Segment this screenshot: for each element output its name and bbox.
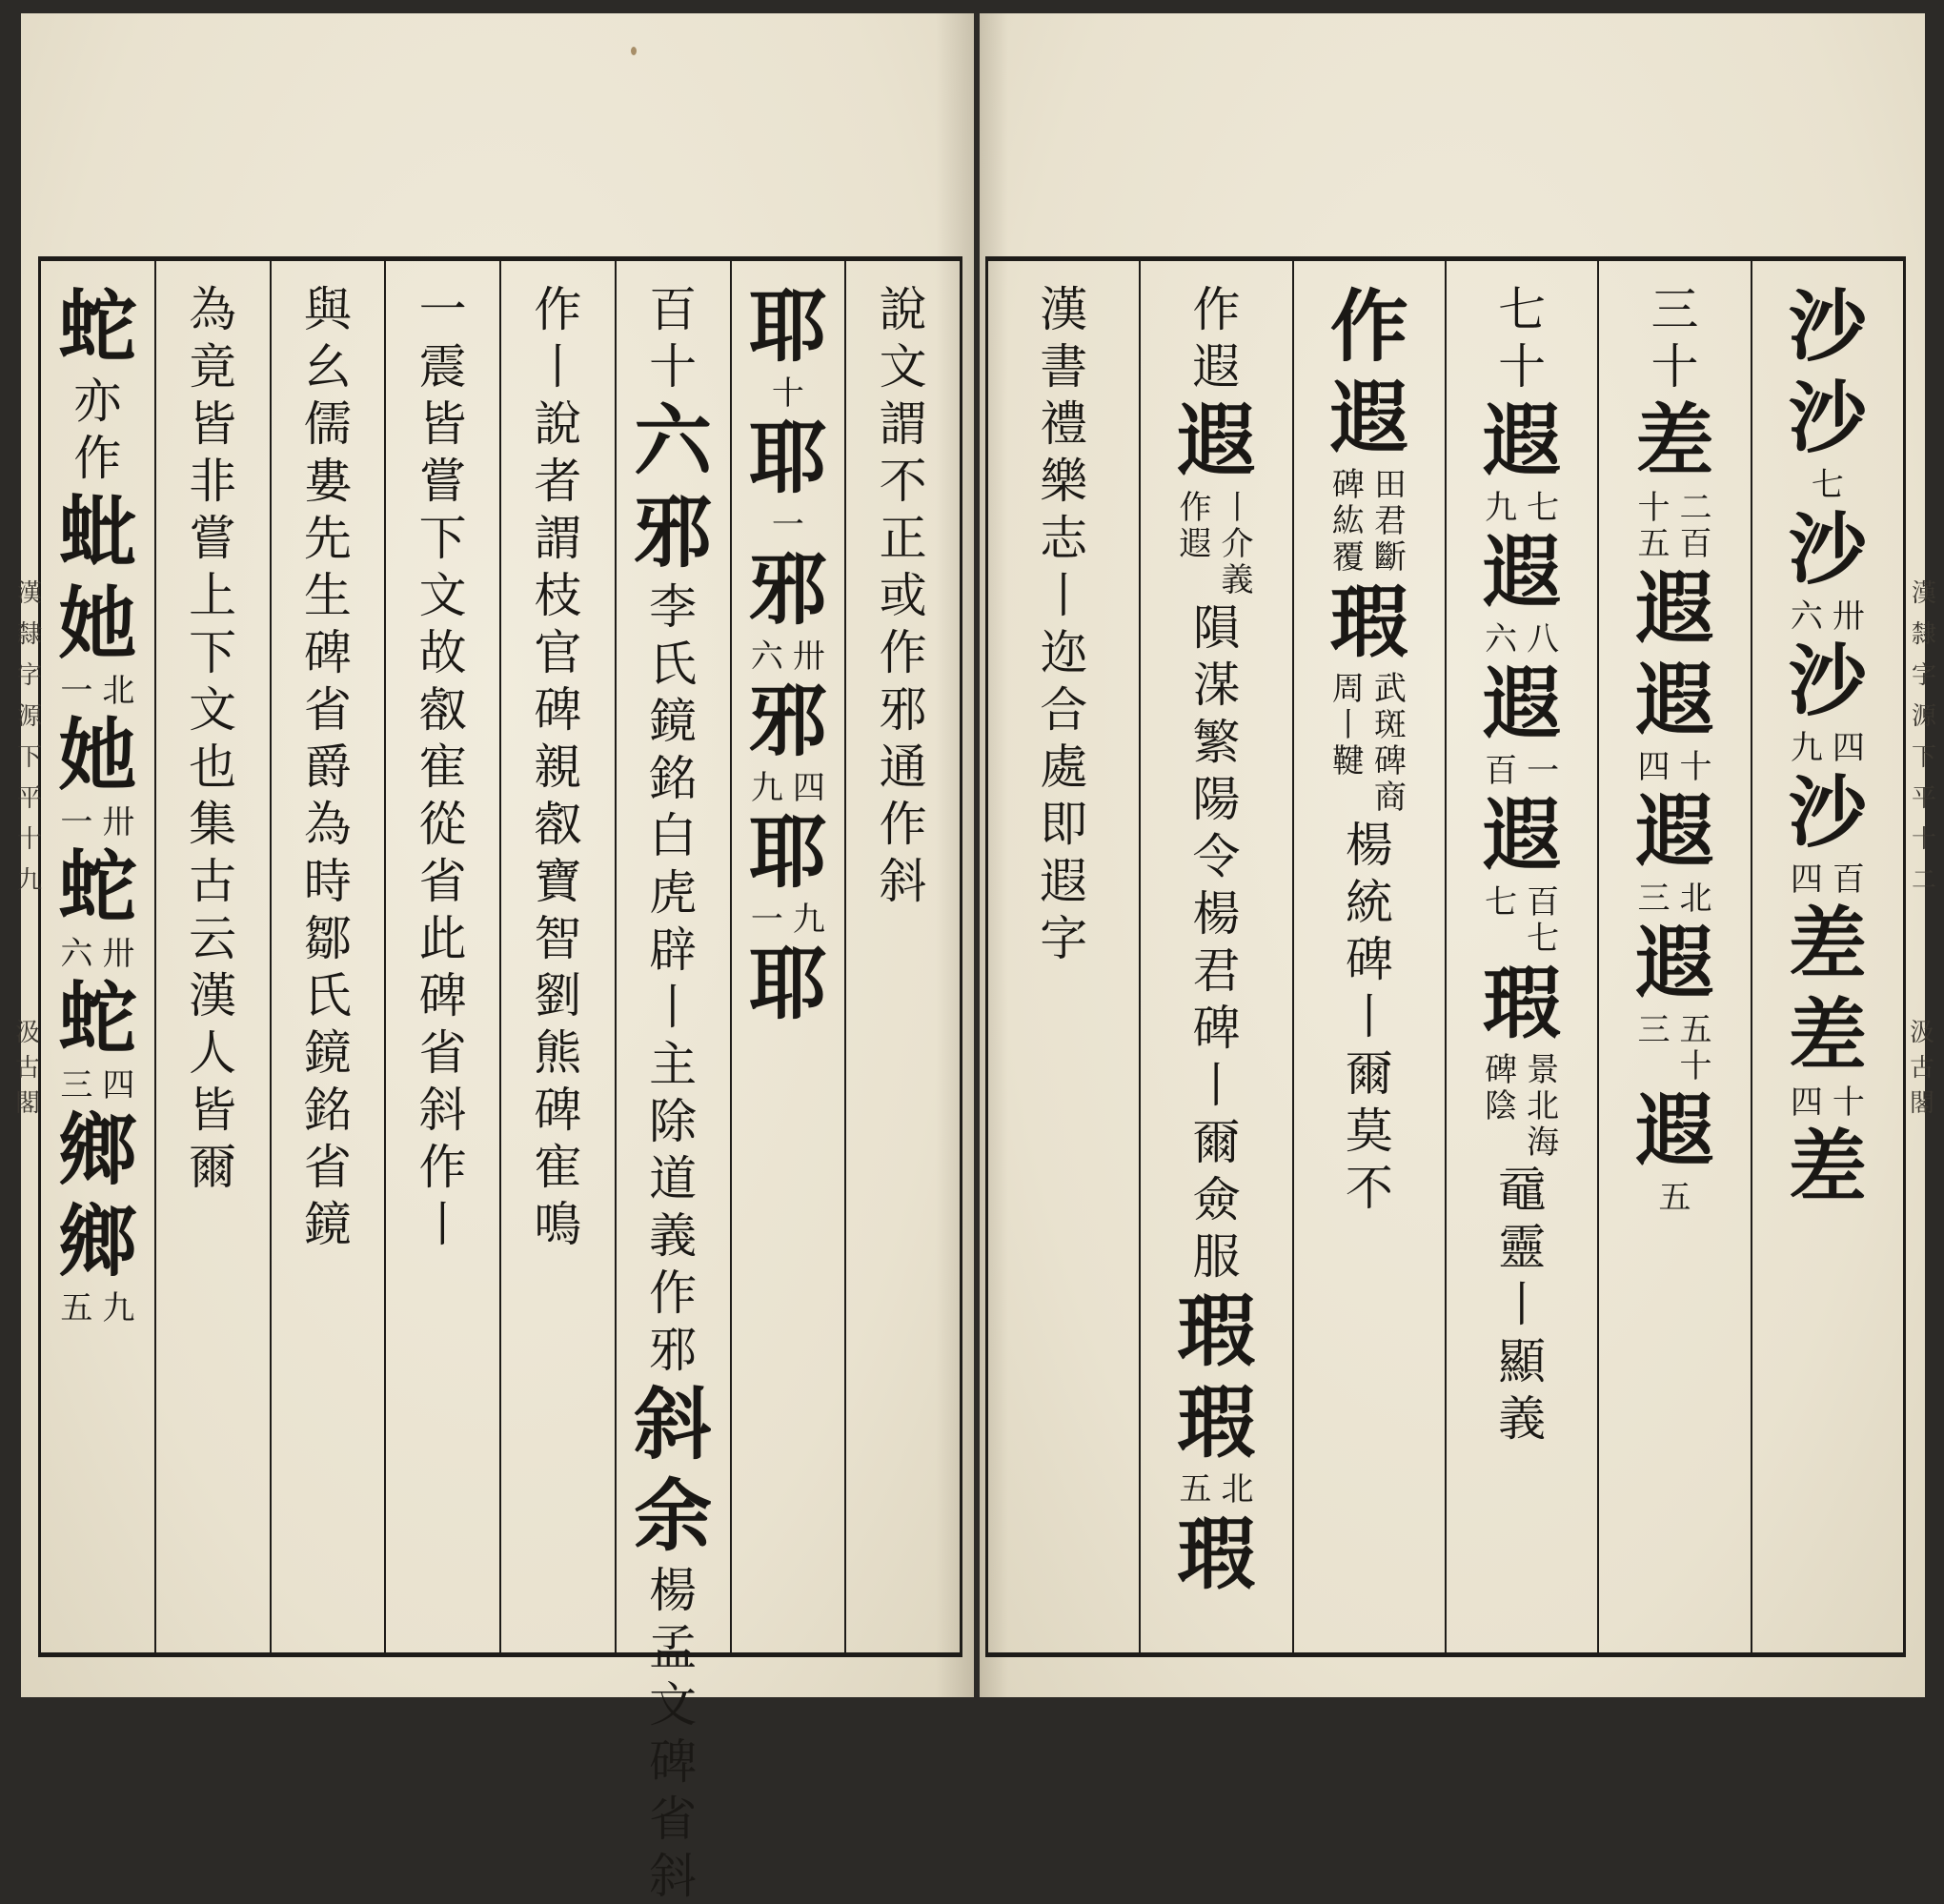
text-char: 丨 xyxy=(418,1197,467,1252)
bank-char: 字 xyxy=(16,661,42,690)
text-char: 下 xyxy=(418,511,467,566)
text-char: 正 xyxy=(879,511,927,566)
text-char: 皆 xyxy=(418,396,467,452)
headword-glyph: 差 xyxy=(1635,395,1714,487)
text-char: 作 xyxy=(879,625,927,680)
text-char: 楊 xyxy=(649,1563,698,1618)
headword-glyph: 鄉 xyxy=(58,1196,137,1287)
bank-char: 平 xyxy=(1911,784,1936,813)
text-char: 寉 xyxy=(534,1140,582,1195)
text-char: 銘 xyxy=(649,751,698,806)
text-char: 㕡 xyxy=(418,682,467,738)
text-char: 十 xyxy=(1650,339,1699,395)
text-char: 從 xyxy=(418,797,467,852)
text-char: 李 xyxy=(649,579,698,635)
text-char: 鏡 xyxy=(303,1025,352,1081)
source-note: 田 君 斷 碑 紘 覆 xyxy=(1331,466,1407,577)
headword-glyph: 遐 xyxy=(1329,373,1408,464)
text-char: 莫 xyxy=(1345,1104,1393,1159)
text-char: 碑 xyxy=(534,1083,582,1138)
text-column xyxy=(1445,261,1597,1652)
text-char: 鄒 xyxy=(303,911,352,966)
text-char: 寶 xyxy=(534,854,582,909)
text-column xyxy=(41,261,154,1652)
headword-glyph: 沙 xyxy=(1788,504,1867,596)
text-char: 作 xyxy=(649,1266,698,1321)
source-note: 百 七 七 xyxy=(1485,883,1560,958)
text-char: 皆 xyxy=(189,1083,237,1138)
text-char: 丨 xyxy=(1192,1058,1241,1113)
text-char: 不 xyxy=(879,454,927,509)
source-note: 卅 一 xyxy=(60,803,135,841)
text-char: 此 xyxy=(418,911,467,966)
source-note: 四 三 xyxy=(60,1066,135,1104)
text-char: 十 xyxy=(649,339,698,395)
source-note: 武 斑 碑 商 周 丨 鞬 xyxy=(1331,670,1407,817)
headword-glyph: 耶 xyxy=(748,281,827,373)
headword-glyph: 瑕 xyxy=(1483,958,1562,1049)
text-char: 靈 xyxy=(1498,1220,1547,1275)
text-char: 一 xyxy=(418,282,467,337)
text-column xyxy=(384,261,499,1652)
headword-glyph: 沙 xyxy=(1788,636,1867,727)
bank-char: 源 xyxy=(1911,702,1936,731)
left-page xyxy=(15,13,974,1904)
text-column xyxy=(988,261,1139,1652)
headword-glyph: 作 xyxy=(1329,281,1408,373)
text-char: 親 xyxy=(534,739,582,795)
text-char: 即 xyxy=(1040,797,1088,852)
text-char: 禮 xyxy=(1040,396,1088,452)
text-char: 銘 xyxy=(303,1083,352,1138)
text-column xyxy=(730,261,845,1652)
headword-glyph: 遐 xyxy=(1177,395,1256,487)
source-note: 北 五 xyxy=(1179,1470,1254,1509)
text-char: 氏 xyxy=(649,637,698,692)
text-char: 處 xyxy=(1040,739,1088,795)
text-char: 字 xyxy=(1040,911,1088,966)
text-char: 文 xyxy=(418,568,467,623)
source-note: 北 一 xyxy=(60,672,135,710)
bank-char: 九 xyxy=(16,866,42,895)
text-char: 故 xyxy=(418,625,467,680)
text-char: 幺 xyxy=(303,339,352,395)
text-char: 服 xyxy=(1192,1229,1241,1285)
bank-char: 下 xyxy=(16,743,42,772)
headword-glyph: 遐 xyxy=(1483,658,1562,750)
text-char: 丨 xyxy=(1040,568,1088,623)
headword-glyph: 差 xyxy=(1788,990,1867,1082)
text-char: 與 xyxy=(303,282,352,337)
publisher-mark: 汲古閣 xyxy=(1910,1019,1935,1118)
text-char: 文 xyxy=(189,682,237,738)
headword-glyph: 六 xyxy=(634,395,713,487)
headword-glyph: 瑕 xyxy=(1329,577,1408,668)
bank-char: 十 xyxy=(1911,825,1936,854)
text-char: 儒 xyxy=(303,396,352,452)
headword-glyph: 遐 xyxy=(1635,563,1714,655)
headword-glyph: 差 xyxy=(1788,1122,1867,1213)
source-note: 一 xyxy=(771,506,804,544)
text-char: 震 xyxy=(418,339,467,395)
headword-glyph: 瑕 xyxy=(1177,1286,1256,1377)
source-note: 四 九 xyxy=(750,769,825,807)
headword-glyph: 遐 xyxy=(1483,395,1562,487)
headword-glyph: 余 xyxy=(634,1470,713,1562)
headword-glyph: 鄉 xyxy=(58,1104,137,1196)
text-char: 斜 xyxy=(879,854,927,909)
paper-spot xyxy=(631,47,637,55)
text-char: 漢 xyxy=(189,968,237,1023)
text-char: 孟 xyxy=(649,1620,698,1675)
source-note: 卅 六 xyxy=(1790,598,1865,636)
left-text-frame xyxy=(38,256,962,1904)
headword-glyph: 邪 xyxy=(748,676,827,767)
text-char: 作 xyxy=(73,431,122,486)
text-char: 虎 xyxy=(649,865,698,921)
text-char: 三 xyxy=(1650,282,1699,337)
source-note: 卅 六 xyxy=(60,935,135,973)
text-char: 婁 xyxy=(303,454,352,509)
text-char: 官 xyxy=(534,625,582,680)
text-char: 鏡 xyxy=(649,694,698,749)
text-char: 者 xyxy=(534,454,582,509)
bank-char: 源 xyxy=(16,702,42,731)
text-char: 作 xyxy=(534,282,582,337)
headword-glyph: 遐 xyxy=(1635,1085,1714,1177)
headword-glyph: 耶 xyxy=(748,807,827,899)
text-char: 作 xyxy=(418,1140,467,1195)
source-note: 一 百 xyxy=(1485,752,1560,790)
source-note: 十 xyxy=(771,375,804,413)
headword-glyph: 邪 xyxy=(634,487,713,578)
text-char: 邪 xyxy=(879,682,927,738)
headword-glyph: 她 xyxy=(58,578,137,670)
text-char: 作 xyxy=(879,797,927,852)
source-note: 景 北 海 碑 陰 xyxy=(1485,1051,1560,1162)
headword-glyph: 沙 xyxy=(1788,373,1867,464)
source-note: 七 九 xyxy=(1485,489,1560,527)
text-char: 謂 xyxy=(879,396,927,452)
source-note: 四 九 xyxy=(1790,729,1865,767)
text-char: 為 xyxy=(303,797,352,852)
text-char: 省 xyxy=(418,1025,467,1081)
text-char: 義 xyxy=(1498,1391,1547,1447)
publisher-mark: 汲古閣 xyxy=(15,1019,41,1118)
text-column xyxy=(499,261,615,1652)
text-char: 或 xyxy=(879,568,927,623)
text-char: 湈 xyxy=(1192,658,1241,713)
headword-glyph: 遐 xyxy=(1483,790,1562,881)
text-char: 楊 xyxy=(1192,886,1241,942)
source-note: 百 四 xyxy=(1790,861,1865,899)
text-char: 也 xyxy=(189,739,237,795)
right-page xyxy=(980,13,1936,1697)
text-char: 云 xyxy=(189,911,237,966)
text-char: 碑 xyxy=(649,1734,698,1790)
headword-glyph: 蛇 xyxy=(58,281,137,373)
text-char: 十 xyxy=(1498,339,1547,395)
text-char: 鳴 xyxy=(534,1197,582,1252)
text-char: 亦 xyxy=(73,374,122,429)
headword-glyph: 耶 xyxy=(748,939,827,1030)
headword-glyph: 斜 xyxy=(634,1379,713,1470)
text-column xyxy=(154,261,270,1652)
bank-char: 隸 xyxy=(1911,620,1936,649)
source-note: 丨 介 義 作 遐 xyxy=(1179,489,1254,599)
text-char: 竟 xyxy=(189,339,237,395)
text-char: 集 xyxy=(189,797,237,852)
text-char: 爾 xyxy=(189,1140,237,1195)
text-char: 百 xyxy=(649,282,698,337)
text-char: 義 xyxy=(649,1208,698,1264)
source-note: 五 xyxy=(1658,1179,1691,1217)
text-char: 爾 xyxy=(1192,1115,1241,1170)
text-char: 漢 xyxy=(1040,282,1088,337)
text-char: 遐 xyxy=(1040,854,1088,909)
text-char: 爵 xyxy=(303,739,352,795)
text-char: 碑 xyxy=(534,682,582,738)
source-note: 卅 六 xyxy=(750,638,825,676)
text-char: 碑 xyxy=(1345,932,1393,987)
text-char: 陽 xyxy=(1192,772,1241,827)
text-char: 道 xyxy=(649,1151,698,1206)
bank-char: 十 xyxy=(16,825,42,854)
bank-char: 下 xyxy=(1911,743,1936,772)
text-char: 志 xyxy=(1040,511,1088,566)
bank-char: 隸 xyxy=(16,620,42,649)
text-char: 令 xyxy=(1192,829,1241,884)
text-char: 省 xyxy=(649,1792,698,1847)
text-column xyxy=(270,261,385,1652)
text-char: 碑 xyxy=(303,625,352,680)
headword-glyph: 瑕 xyxy=(1177,1509,1256,1600)
text-char: 枝 xyxy=(534,568,582,623)
text-char: 統 xyxy=(1345,875,1393,930)
text-char: 文 xyxy=(879,339,927,395)
source-note: 十 四 xyxy=(1790,1084,1865,1122)
text-column xyxy=(1597,261,1750,1652)
text-char: 皆 xyxy=(189,396,237,452)
text-char: 七 xyxy=(1498,282,1547,337)
text-column xyxy=(615,261,730,1904)
text-char: 鏡 xyxy=(303,1197,352,1252)
text-char: 下 xyxy=(189,625,237,680)
text-char: 省 xyxy=(303,1140,352,1195)
headword-glyph: 沙 xyxy=(1788,281,1867,373)
text-char: 爾 xyxy=(1345,1046,1393,1102)
left-margin-bank xyxy=(15,256,44,1657)
text-char: 白 xyxy=(649,808,698,863)
source-note: 九 五 xyxy=(60,1289,135,1327)
text-char: 丨 xyxy=(1498,1277,1547,1332)
headword-glyph: 蚍 xyxy=(58,487,137,578)
text-char: 說 xyxy=(879,282,927,337)
text-char: 辟 xyxy=(649,922,698,978)
text-char: 除 xyxy=(649,1094,698,1149)
text-char: 合 xyxy=(1040,682,1088,738)
text-char: 繁 xyxy=(1192,715,1241,770)
text-char: 碑 xyxy=(418,968,467,1023)
text-column xyxy=(1751,261,1903,1652)
text-char: 書 xyxy=(1040,339,1088,395)
headword-glyph: 遐 xyxy=(1635,918,1714,1009)
text-char: 斜 xyxy=(418,1083,467,1138)
text-char: 為 xyxy=(189,282,237,337)
headword-glyph: 沙 xyxy=(1788,767,1867,859)
bank-char: 平 xyxy=(16,784,42,813)
text-char: 謂 xyxy=(534,511,582,566)
source-note: 七 xyxy=(1811,466,1844,504)
text-char: 上 xyxy=(189,568,237,623)
text-char: 生 xyxy=(303,568,352,623)
text-char: 丨 xyxy=(1345,989,1393,1044)
source-note: 十 四 xyxy=(1637,748,1712,786)
headword-glyph: 蛇 xyxy=(58,973,137,1064)
text-char: 迩 xyxy=(1040,625,1088,680)
headword-glyph: 耶 xyxy=(748,413,827,504)
text-char: 㕡 xyxy=(534,797,582,852)
source-note: 五 十 三 xyxy=(1637,1011,1712,1085)
source-note: 八 六 xyxy=(1485,620,1560,658)
text-char: 古 xyxy=(189,854,237,909)
text-char: 遐 xyxy=(1192,339,1241,395)
bank-char: 字 xyxy=(1911,661,1936,690)
text-char: 斜 xyxy=(649,1849,698,1904)
headword-glyph: 瑕 xyxy=(1177,1377,1256,1469)
text-char: 君 xyxy=(1192,943,1241,999)
text-char: 楊 xyxy=(1345,818,1393,873)
headword-glyph: 蛇 xyxy=(58,841,137,933)
text-char: 嘗 xyxy=(189,511,237,566)
headword-glyph: 差 xyxy=(1788,899,1867,990)
text-char: 作 xyxy=(1192,282,1241,337)
text-char: 智 xyxy=(534,911,582,966)
text-char: 先 xyxy=(303,511,352,566)
text-char: 僉 xyxy=(1192,1172,1241,1227)
text-char: 氏 xyxy=(303,968,352,1023)
source-note: 北 三 xyxy=(1637,880,1712,918)
text-char: 熊 xyxy=(534,1025,582,1081)
headword-glyph: 遐 xyxy=(1483,527,1562,618)
text-char: 丨 xyxy=(649,980,698,1035)
right-text-frame xyxy=(985,256,1906,1657)
text-column xyxy=(1292,261,1445,1652)
headword-glyph: 遐 xyxy=(1635,655,1714,746)
text-char: 文 xyxy=(649,1677,698,1732)
text-char: 顯 xyxy=(1498,1334,1547,1389)
text-char: 嘗 xyxy=(418,454,467,509)
text-column xyxy=(1139,261,1291,1652)
headword-glyph: 邪 xyxy=(748,544,827,636)
bank-char: 漢 xyxy=(16,579,42,608)
text-char: 邪 xyxy=(649,1323,698,1378)
bank-char: 二 xyxy=(1911,866,1936,895)
source-note: 九 一 xyxy=(750,901,825,939)
text-char: 人 xyxy=(189,1025,237,1081)
headword-glyph: 她 xyxy=(58,710,137,801)
text-char: 劉 xyxy=(534,968,582,1023)
text-char: 省 xyxy=(418,854,467,909)
text-char: 碑 xyxy=(1192,1001,1241,1056)
text-char: 非 xyxy=(189,454,237,509)
bank-char: 漢 xyxy=(1911,579,1936,608)
headword-glyph: 遐 xyxy=(1635,786,1714,878)
source-note: 二 百 十 五 xyxy=(1637,489,1712,563)
text-char: 樂 xyxy=(1040,454,1088,509)
text-char: 隕 xyxy=(1192,600,1241,656)
text-column xyxy=(844,261,960,1652)
text-char: 時 xyxy=(303,854,352,909)
text-char: 通 xyxy=(879,739,927,795)
text-char: 寉 xyxy=(418,739,467,795)
text-char: 不 xyxy=(1345,1161,1393,1216)
text-char: 丨 xyxy=(534,339,582,395)
text-char: 省 xyxy=(303,682,352,738)
text-char: 黿 xyxy=(1498,1163,1547,1218)
text-char: 說 xyxy=(534,396,582,452)
right-margin-bank xyxy=(1910,256,1938,1657)
text-char: 主 xyxy=(649,1037,698,1092)
